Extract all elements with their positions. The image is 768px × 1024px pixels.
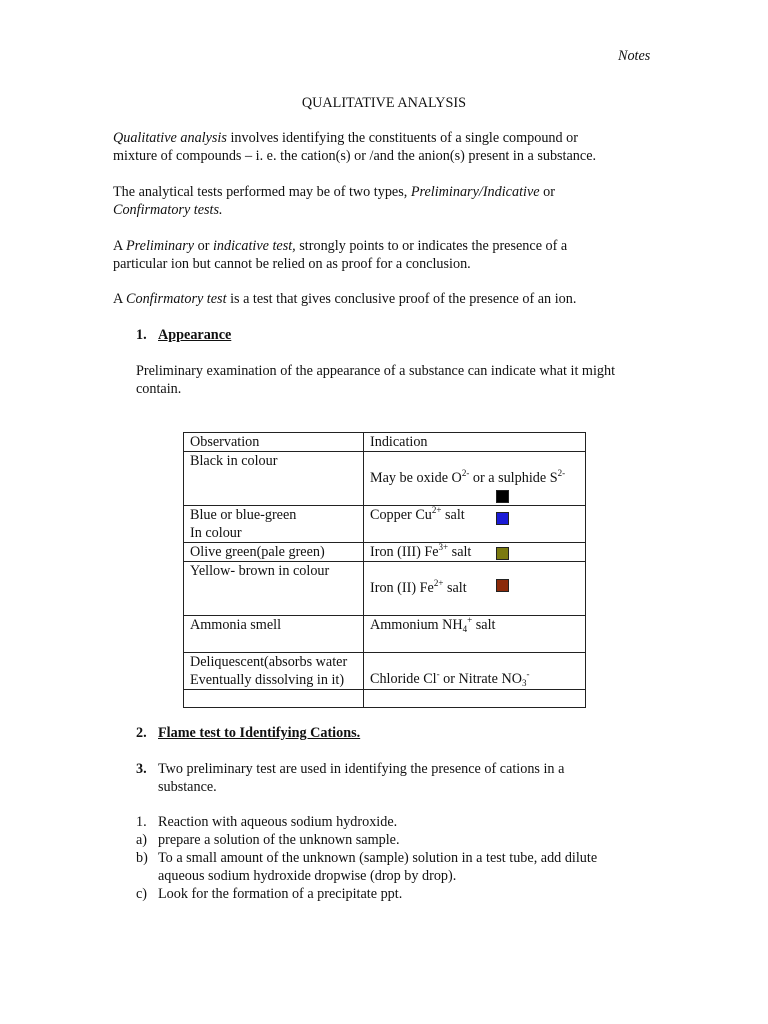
- intro-emphasis: Preliminary/Indicative: [410, 184, 540, 200]
- list-text: Look for the formation of a precipitate ppt.: [158, 886, 403, 902]
- intro-emphasis: Preliminary: [126, 238, 195, 254]
- charge-superscript: 2-: [461, 468, 470, 478]
- observation-text: Deliquescent(absorbs water: [190, 654, 348, 670]
- table-row-empty: [184, 690, 586, 708]
- subscript: 3: [521, 678, 527, 688]
- intro-text: A: [113, 238, 127, 254]
- intro-text: A: [113, 291, 127, 307]
- intro-paragraph-2-line-2: Confirmatory tests.: [113, 202, 223, 218]
- indication-cell: [364, 562, 586, 616]
- table-header-observation: Observation: [184, 433, 364, 452]
- charge-superscript: -: [526, 669, 530, 679]
- indication-text: or a sulphide S: [469, 470, 558, 486]
- intro-text: is a test that gives conclusive proof of the presence of an ion.: [226, 291, 577, 307]
- intro-text: The analytical tests performed may be of two types,: [113, 184, 411, 200]
- indication-text: or Nitrate NO: [439, 671, 522, 687]
- section-number: 1.: [136, 327, 147, 343]
- table-row: [184, 653, 586, 690]
- intro-paragraph-2-line-1: [113, 183, 555, 201]
- indication-text: Chloride Cl: [370, 671, 437, 687]
- indication-cell: [364, 506, 586, 543]
- indication-cell: [364, 543, 586, 562]
- list-text: prepare a solution of the unknown sample.: [158, 832, 400, 848]
- section-number: 2.: [136, 725, 147, 741]
- observation-cell: Yellow- brown in colour: [184, 562, 364, 616]
- observation-cell: Ammonia smell: [184, 616, 364, 653]
- indication-text: Iron (II) Fe: [370, 580, 434, 596]
- observation-cell: Olive green(pale green): [184, 543, 364, 562]
- table-row: [184, 543, 586, 562]
- intro-paragraph-1-line-2: mixture of compounds – i. e. the cation(s) or /and the anion(s) present in a substance.: [113, 148, 597, 164]
- charge-superscript: 2+: [431, 505, 442, 515]
- list-label: c): [136, 886, 148, 902]
- indication-cell: [364, 452, 586, 506]
- table-row: [184, 562, 586, 616]
- list-label: 1.: [136, 814, 147, 830]
- observation-cell: [184, 506, 364, 543]
- intro-text: involves identifying the constituents of a single compound or: [226, 130, 578, 146]
- observation-text: Eventually dissolving in it): [190, 672, 345, 688]
- list-text: Reaction with aqueous sodium hydroxide.: [158, 814, 398, 830]
- intro-emphasis: Confirmatory test: [126, 291, 227, 307]
- intro-emphasis: Qualitative analysis: [113, 130, 227, 146]
- section-1-heading: [136, 326, 231, 344]
- observation-cell: [184, 653, 364, 690]
- indication-text: Copper Cu: [370, 507, 432, 523]
- observation-text: In colour: [190, 525, 242, 541]
- table-header-indication: Indication: [364, 433, 586, 452]
- charge-superscript: 2-: [557, 468, 566, 478]
- intro-text: or: [539, 184, 555, 200]
- list-item: [0, 849, 768, 885]
- indication-text: Iron (III) Fe: [370, 544, 439, 560]
- indication-text: salt: [441, 507, 465, 523]
- list-label: a): [136, 832, 148, 848]
- observation-table: [183, 432, 586, 708]
- indication-cell: [364, 653, 586, 690]
- table-header-row: [184, 433, 586, 452]
- observation-cell: Black in colour: [184, 452, 364, 506]
- list-label: b): [136, 850, 148, 866]
- section-1-text-line-2: contain.: [136, 381, 182, 397]
- table-row: [184, 452, 586, 506]
- intro-paragraph-4: [113, 290, 576, 308]
- section-1-text-line-1: Preliminary examination of the appearance of a substance can indicate what it might: [136, 363, 616, 379]
- intro-paragraph-3-line-2: particular ion but cannot be relied on as proof for a conclusion.: [113, 256, 471, 272]
- indication-cell: [364, 616, 586, 653]
- indication-text: salt: [448, 544, 472, 560]
- table-row: [184, 616, 586, 653]
- section-title: Flame test to Identifying Cations.: [158, 725, 361, 741]
- intro-emphasis: indicative test,: [212, 238, 296, 254]
- observation-text: Blue or blue-green: [190, 507, 297, 523]
- indication-text: salt: [443, 580, 467, 596]
- olive-colour-swatch: [496, 547, 509, 560]
- section-title: Appearance: [158, 327, 232, 343]
- charge-superscript: 2+: [433, 578, 444, 588]
- page-title: QUALITATIVE ANALYSIS: [301, 95, 467, 111]
- notes-label: Notes: [618, 48, 651, 64]
- list-item: [0, 813, 768, 831]
- observation-cell: [184, 690, 364, 708]
- charge-superscript: -: [436, 669, 440, 679]
- charge-superscript: 3+: [438, 542, 449, 552]
- intro-text: or: [194, 238, 213, 254]
- blue-colour-swatch: [496, 512, 509, 525]
- charge-superscript: +: [467, 615, 473, 625]
- brown-colour-swatch: [496, 579, 509, 592]
- list-text: aqueous sodium hydroxide dropwise (drop by drop).: [158, 868, 457, 884]
- section-2-heading: [136, 724, 360, 742]
- intro-text: strongly points to or indicates the presence of a: [295, 238, 568, 254]
- indication-cell: [364, 690, 586, 708]
- intro-paragraph-3-line-1: [113, 237, 567, 255]
- list-item: [0, 831, 768, 849]
- subscript: 4: [462, 624, 468, 634]
- intro-paragraph-1-line-1: [113, 129, 578, 147]
- section-number: 3.: [136, 761, 147, 777]
- section-3-line-2: substance.: [158, 779, 217, 795]
- list-item: [0, 885, 768, 903]
- indication-text: Ammonium NH: [370, 617, 463, 633]
- indication-text: salt: [472, 617, 496, 633]
- section-text: Two preliminary test are used in identifying the presence of cations in a: [158, 761, 565, 777]
- black-colour-swatch: [496, 490, 509, 503]
- indication-text: May be oxide O: [370, 470, 462, 486]
- list-text: To a small amount of the unknown (sample) solution in a test tube, add dilute: [158, 850, 598, 866]
- table-row: [184, 506, 586, 543]
- section-3-line-1: [136, 760, 564, 778]
